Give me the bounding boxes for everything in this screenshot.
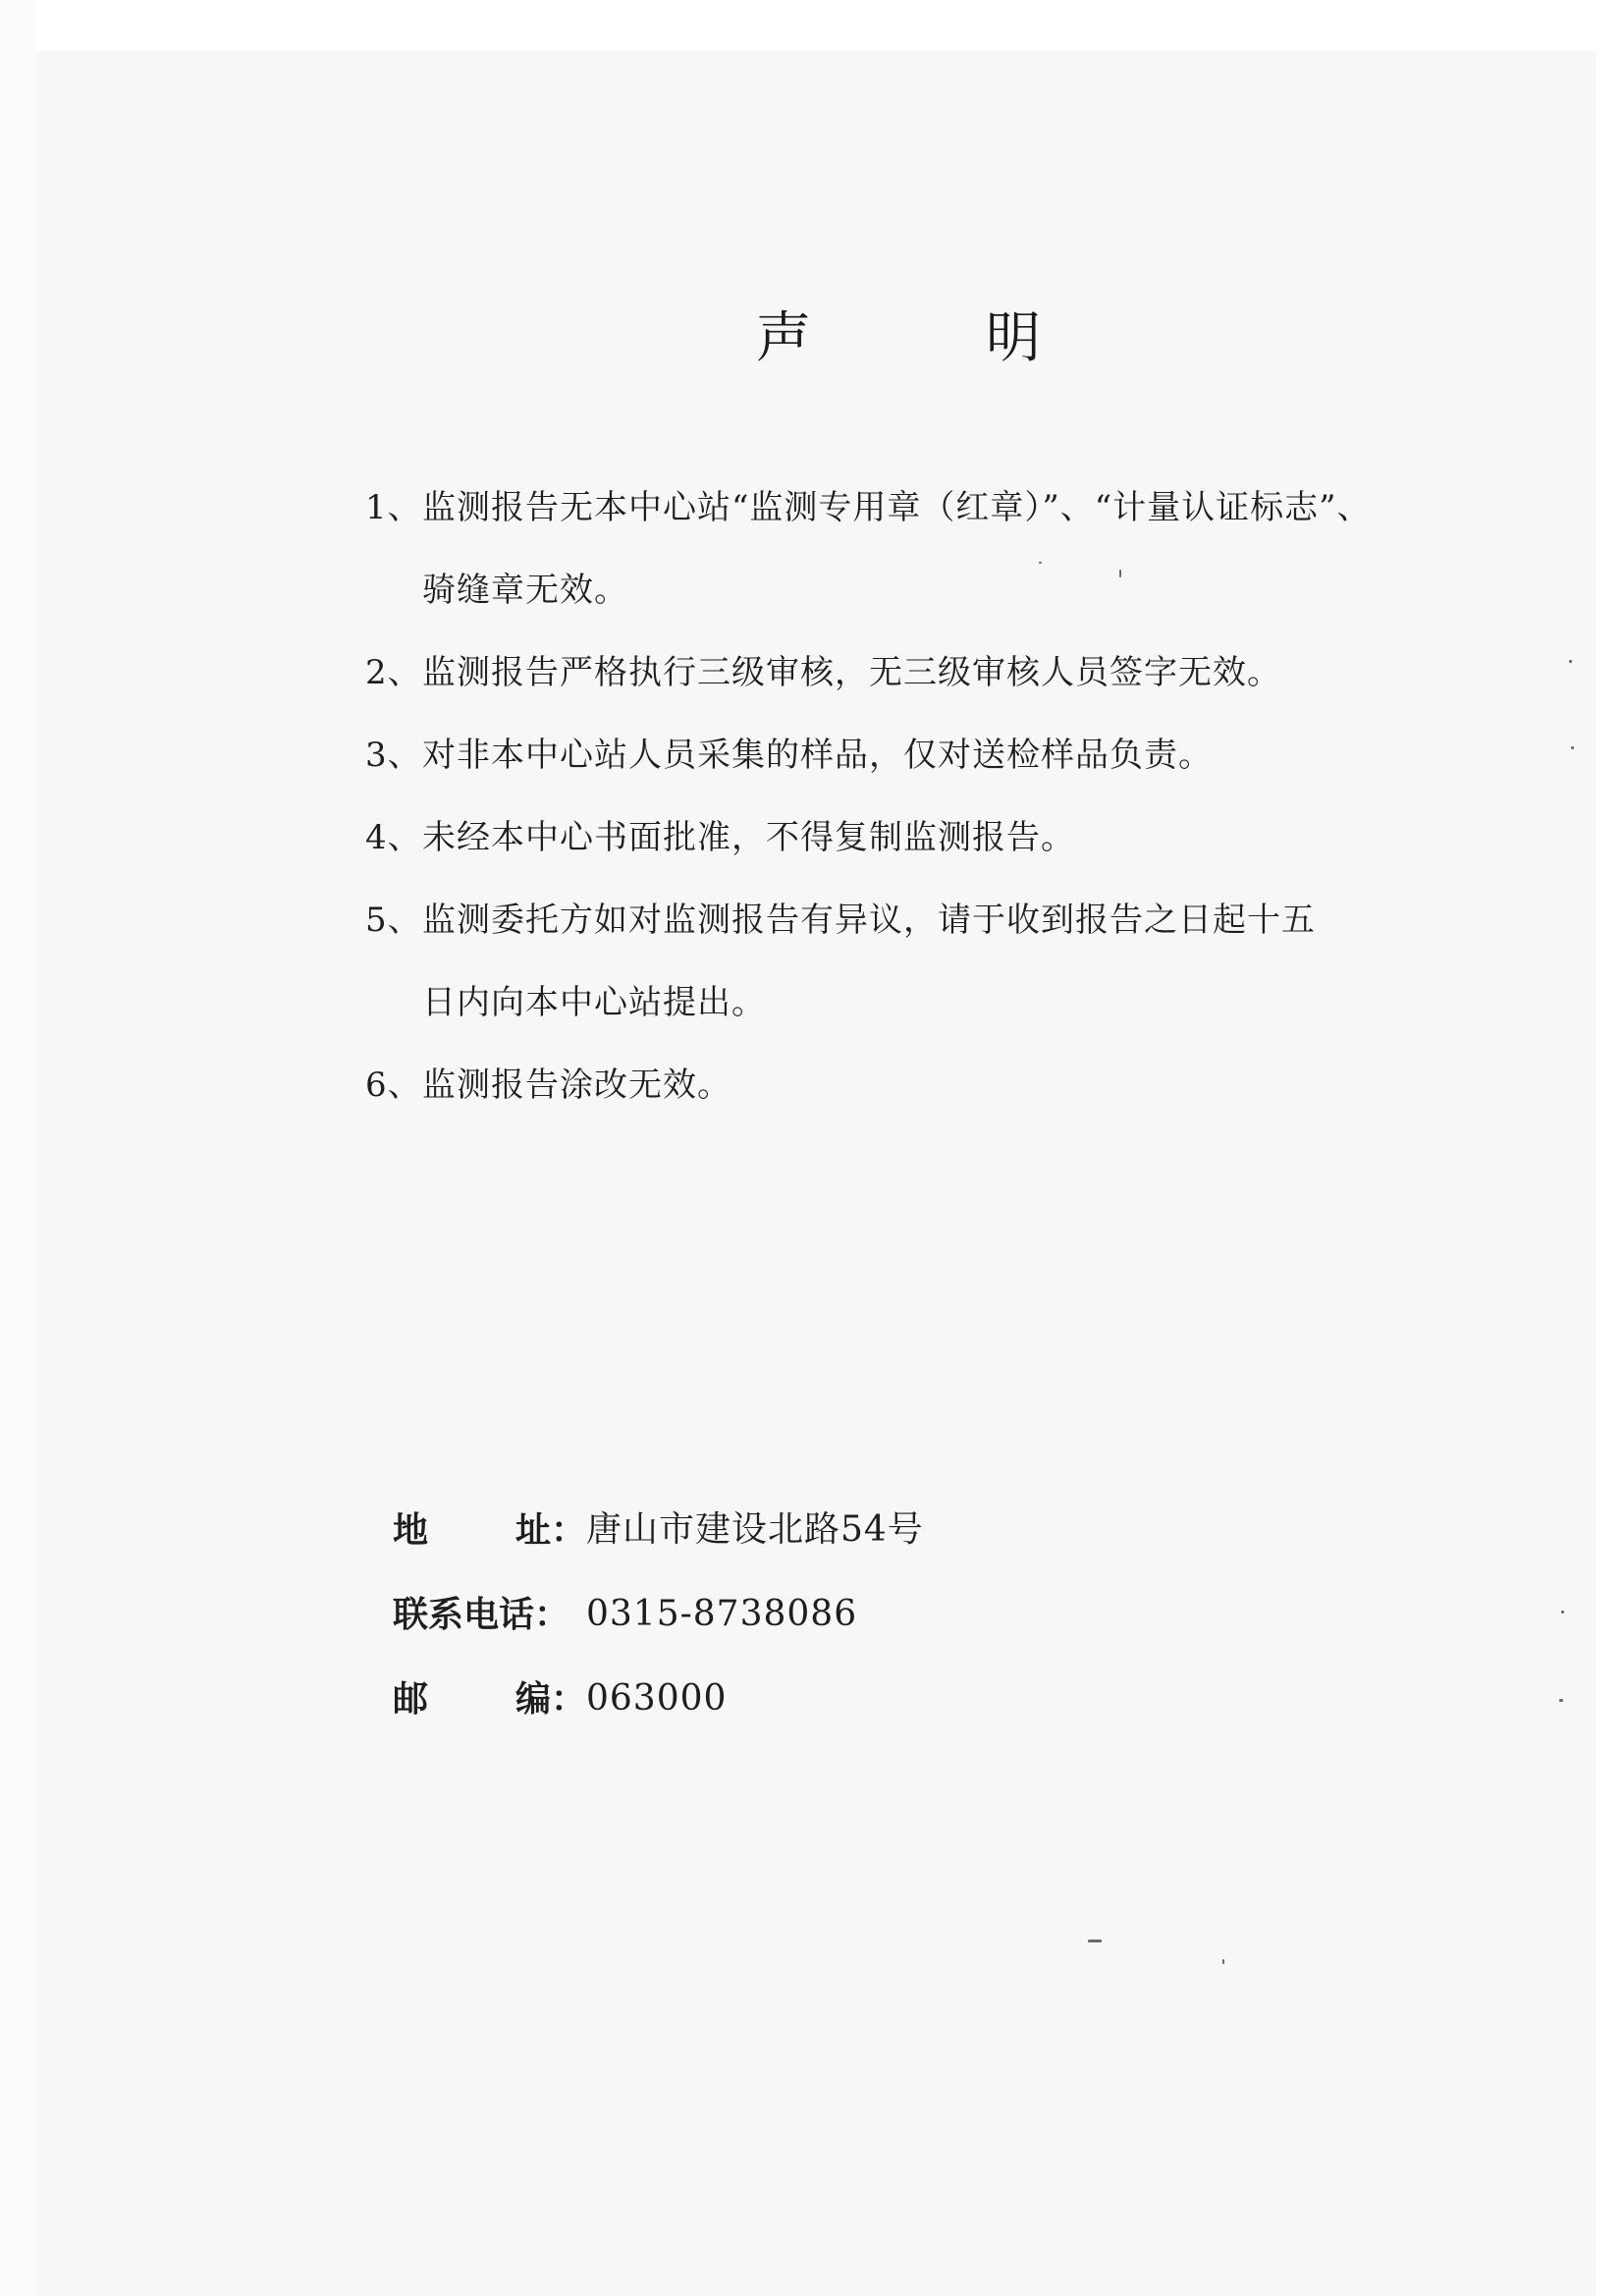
- address-value: 唐山市建设北路54号: [586, 1509, 924, 1550]
- address-row: [393, 1488, 1276, 1572]
- contact-info: [393, 1488, 1276, 1741]
- statement-text: 日内向本中心站提出。: [422, 983, 766, 1022]
- postcode-label-char: 编：: [514, 1678, 586, 1720]
- statement-item-3: [365, 714, 1485, 796]
- statement-text: 对非本中心站人员采集的样品，仅对送检样品负责。: [422, 736, 1213, 775]
- statement-number: 2、: [365, 653, 422, 692]
- statement-number: 1、: [365, 488, 422, 527]
- document-title: [756, 300, 1041, 378]
- statement-item-4: [365, 796, 1485, 879]
- scan-speck: [1559, 1699, 1563, 1702]
- statement-item-6: [365, 1044, 1485, 1126]
- scan-speck: [1119, 570, 1121, 577]
- statement-text: 监测报告无本中心站“监测专用章（红章）”、“计量认证标志”、: [422, 488, 1372, 527]
- scan-speck: [1222, 1959, 1224, 1964]
- postcode-value: 063000: [586, 1678, 728, 1719]
- statement-text: 监测报告涂改无效。: [422, 1066, 731, 1105]
- phone-row: [393, 1572, 1276, 1657]
- postcode-label-char: 邮: [393, 1678, 429, 1720]
- scan-speck: [1569, 660, 1572, 663]
- statement-item-2: [365, 631, 1485, 714]
- statement-text: 骑缝章无效。: [422, 571, 628, 610]
- postcode-label: [393, 1657, 586, 1741]
- scan-speck: [1571, 746, 1574, 749]
- title-char-2: 明: [986, 306, 1041, 370]
- statement-text: 监测委托方如对监测报告有异议，请于收到报告之日起十五: [422, 901, 1316, 940]
- phone-label: 联系电话：: [393, 1594, 570, 1635]
- statement-number: 5、: [365, 901, 422, 940]
- scan-right-margin: [1597, 0, 1624, 2296]
- scan-left-margin: [0, 0, 35, 2296]
- statement-number: 3、: [365, 736, 422, 775]
- postcode-row: [393, 1657, 1276, 1741]
- scan-speck: [1088, 1940, 1102, 1942]
- address-label-char: 址：: [514, 1509, 586, 1551]
- statement-item-5: [365, 879, 1485, 1044]
- statement-text: 未经本中心书面批准，不得复制监测报告。: [422, 818, 1075, 857]
- statement-number: 4、: [365, 818, 422, 857]
- statement-item-1: [365, 466, 1485, 631]
- statement-text: 监测报告严格执行三级审核，无三级审核人员签字无效。: [422, 653, 1281, 692]
- scan-top-margin: [0, 0, 1624, 51]
- address-label: [393, 1488, 586, 1572]
- phone-value: 0315-8738086: [586, 1594, 858, 1634]
- scan-speck: [1039, 562, 1042, 564]
- statement-number: 6、: [365, 1066, 422, 1105]
- statement-list: [365, 466, 1485, 1126]
- address-label-char: 地: [393, 1509, 429, 1551]
- title-char-1: 声: [756, 306, 811, 370]
- scan-speck: [1561, 1611, 1564, 1613]
